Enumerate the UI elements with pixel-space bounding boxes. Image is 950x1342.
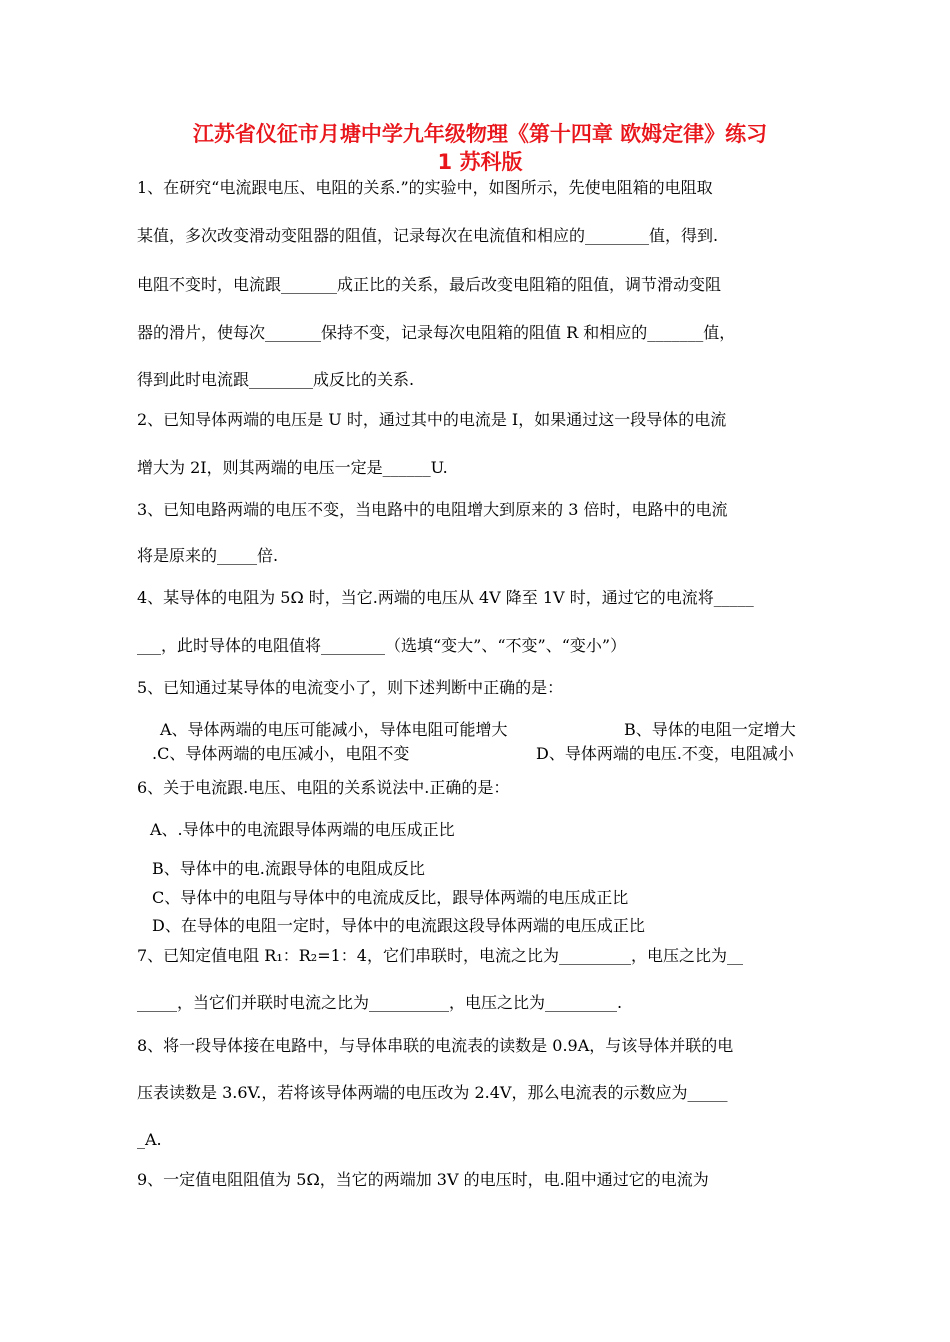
q6-option-c: C、导体中的电阻与导体中的电流成反比，跟导体两端的电压成正比 — [152, 888, 629, 907]
q7-line-2: _____，当它们并联时电流之比为__________，电压之比为_________. — [137, 993, 623, 1012]
q1-line-3: 电阻不变时，电流跟_______成正比的关系，最后改变电阻箱的阻值，调节滑动变阻 — [137, 275, 722, 294]
q1-line-2: 某值，多次改变滑动变阻器的阻值，记录每次在电流值和相应的________值，得到. — [137, 226, 719, 245]
q6-stem: 6、关于电流跟.电压、电阻的关系说法中.正确的是： — [137, 778, 510, 797]
document-title-line-1: 江苏省仪征市月塘中学九年级物理《第十四章 欧姆定律》练习 — [192, 122, 768, 146]
q1-line-5: 得到此时电流跟________成反比的关系. — [137, 370, 415, 389]
q6-option-d: D、在导体的电阻一定时，导体中的电流跟这段导体两端的电压成正比 — [152, 916, 645, 935]
q3-line-2: 将是原来的_____倍. — [137, 546, 279, 565]
q6-option-a: A、.导体中的电流跟导体两端的电压成正比 — [150, 820, 455, 839]
q6-option-b: B、导体中的电.流跟导体的电阻成反比 — [152, 859, 425, 878]
q1-line-4: 器的滑片，使每次_______保持不变，记录每次电阻箱的阻值 R 和相应的_______值， — [137, 323, 736, 342]
q8-line-1: 8、将一段导体接在电路中，与导体串联的电流表的读数是 0.9A，与该导体并联的电 — [137, 1036, 734, 1055]
q2-line-1: 2、已知导体两端的电压是 U 时，通过其中的电流是 I，如果通过这一段导体的电流 — [137, 410, 727, 429]
q4-line-2: ___，此时导体的电阻值将________（选填“变大”、“不变”、“变小”） — [137, 636, 627, 655]
q5-option-a: A、导体两端的电压可能减小，导体电阻可能增大 — [160, 720, 508, 739]
q3-line-1: 3、已知电路两端的电压不变，当电路中的电阻增大到原来的 3 倍时，电路中的电流 — [137, 500, 728, 519]
document-title-line-2: 1 苏科版 — [437, 150, 523, 174]
q5-option-d: D、导体两端的电压.不变，电阻减小 — [536, 744, 794, 763]
q5-option-b: B、导体的电阻一定增大 — [624, 720, 796, 739]
q9-line-1: 9、一定值电阻阻值为 5Ω，当它的两端加 3V 的电压时，电.阻中通过它的电流为 — [137, 1170, 709, 1189]
q8-line-2: 压表读数是 3.6V.，若将该导体两端的电压改为 2.4V，那么电流表的示数应为_____ — [137, 1083, 728, 1102]
q8-line-3: _A. — [137, 1130, 162, 1149]
q7-line-1: 7、已知定值电阻 R₁：R₂=1：4，它们串联时，电流之比为_________，电压之比为__ — [137, 946, 743, 965]
q1-line-1: 1、在研究“电流跟电压、电阻的关系.”的实验中，如图所示，先使电阻箱的电阻取 — [137, 178, 713, 197]
q2-line-2: 增大为 2I，则其两端的电压一定是______U. — [137, 458, 448, 477]
q4-line-1: 4、某导体的电阻为 5Ω 时，当它.两端的电压从 4V 降至 1V 时，通过它的电流将_____ — [137, 588, 754, 607]
q5-option-c: .C、导体两端的电压减小，电阻不变 — [152, 744, 410, 763]
q5-stem: 5、已知通过某导体的电流变小了，则下述判断中正确的是： — [137, 678, 564, 697]
